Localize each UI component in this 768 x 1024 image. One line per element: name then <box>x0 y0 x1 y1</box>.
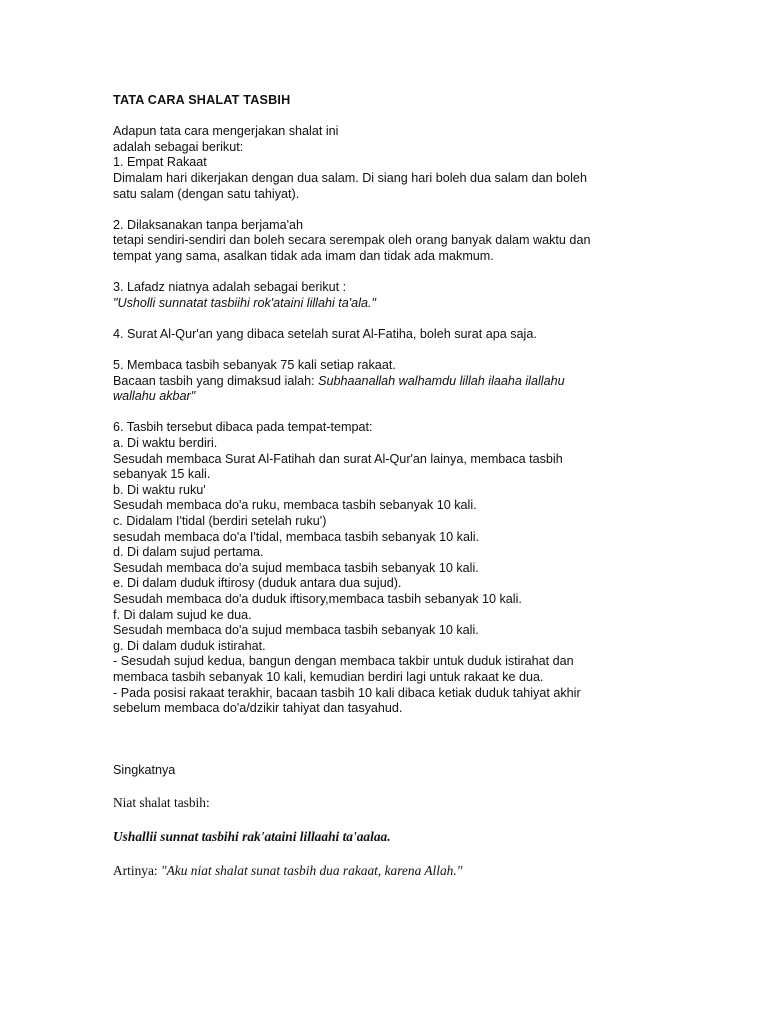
summary-heading: Singkatnya <box>113 763 176 778</box>
point-2-line: 2. Dilaksanakan tanpa berjama'ah <box>113 217 304 232</box>
point-5-section <box>113 358 653 405</box>
point-6-line: Sesudah membaca do'a ruku, membaca tasbih sebanyak 10 kali. <box>113 498 477 513</box>
point-6-line: - Pada posisi rakaat terakhir, bacaan tasbih 10 kali dibaca ketiak duduk tahiyat akhir <box>113 685 581 700</box>
spacer <box>113 732 653 763</box>
niat-text: Ushallii sunnat tasbihi rak'ataini lillaahi ta'aalaa. <box>113 828 391 844</box>
point-5-line <box>113 374 653 390</box>
point-5-prefix: Bacaan tasbih yang dimaksud ialah: <box>113 373 319 388</box>
point-6-line: a. Di waktu berdiri. <box>113 436 218 451</box>
point-4-section <box>113 327 653 343</box>
point-6-line: sesudah membaca do'a I'tidal, membaca tasbih sebanyak 10 kali. <box>113 529 480 544</box>
point-2-line: tempat yang sama, asalkan tidak ada imam dan tidak ada makmum. <box>113 248 494 263</box>
point-5-tasbih-text-cont: wallahu akbar" <box>113 389 196 404</box>
point-6-line: e. Di dalam duduk iftirosy (duduk antara dua sujud). <box>113 576 402 591</box>
intro-line: Dimalam hari dikerjakan dengan dua salam. Di siang hari boleh dua salam dan boleh <box>113 170 587 185</box>
artinya-label: Artinya: <box>113 862 161 878</box>
point-6-section <box>113 420 653 716</box>
point-6-line: b. Di waktu ruku' <box>113 482 206 497</box>
point-5-tasbih-text: Subhaanallah walhamdu lillah ilaaha ilallahu <box>318 373 565 388</box>
point-6-line: c. Didalam I'tidal (berdiri setelah ruku') <box>113 514 327 529</box>
intro-line: Adapun tata cara mengerjakan shalat ini <box>113 124 339 139</box>
point-3-section <box>113 280 653 311</box>
artinya-text: "Aku niat shalat sunat tasbih dua rakaat, karena Allah." <box>160 862 463 878</box>
artinya-line <box>113 863 653 879</box>
intro-line: 1. Empat Rakaat <box>113 155 207 170</box>
point-6-line: membaca tasbih sebanyak 10 kali, kemudian berdiri lagi untuk rakaat ke dua. <box>113 669 544 684</box>
point-6-line: f. Di dalam sujud ke dua. <box>113 607 252 622</box>
document-title: TATA CARA SHALAT TASBIH <box>113 93 291 107</box>
intro-line: adalah sebagai berikut: <box>113 139 244 154</box>
point-5-line: 5. Membaca tasbih sebanyak 75 kali setiap rakaat. <box>113 358 396 373</box>
document-body <box>113 93 653 879</box>
point-6-line: 6. Tasbih tersebut dibaca pada tempat-tempat: <box>113 420 373 435</box>
point-4-line: 4. Surat Al-Qur'an yang dibaca setelah surat Al-Fatiha, boleh surat apa saja. <box>113 326 537 341</box>
point-6-line: Sesudah membaca do'a duduk iftisory,membaca tasbih sebanyak 10 kali. <box>113 592 522 606</box>
point-6-line: Sesudah membaca Surat Al-Fatihah dan surat Al-Qur'an lainya, membaca tasbih <box>113 451 563 466</box>
intro-line: satu salam (dengan satu tahiyat). <box>113 186 300 201</box>
point-6-line: d. Di dalam sujud pertama. <box>113 545 264 560</box>
point-2-line: tetapi sendiri-sendiri dan boleh secara serempak oleh orang banyak dalam waktu dan <box>113 233 591 248</box>
point-6-line: sebanyak 15 kali. <box>113 467 211 482</box>
point-6-line: sebelum membaca do'a/dzikir tahiyat dan tasyahud. <box>113 701 403 716</box>
point-6-line: Sesudah membaca do'a sujud membaca tasbih sebanyak 10 kali. <box>113 560 479 575</box>
point-6-line: - Sesudah sujud kedua, bangun dengan membaca takbir untuk duduk istirahat dan <box>113 654 574 669</box>
point-3-quote: "Usholli sunnatat tasbiihi rok'ataini lillahi ta'ala." <box>113 295 376 310</box>
niat-label: Niat shalat tasbih: <box>113 794 210 810</box>
point-6-line: g. Di dalam duduk istirahat. <box>113 638 266 653</box>
point-6-line: Sesudah membaca do'a sujud membaca tasbih sebanyak 10 kali. <box>113 623 479 638</box>
point-2-section <box>113 218 653 265</box>
point-3-line: 3. Lafadz niatnya adalah sebagai berikut : <box>113 280 347 295</box>
intro-section <box>113 124 653 202</box>
